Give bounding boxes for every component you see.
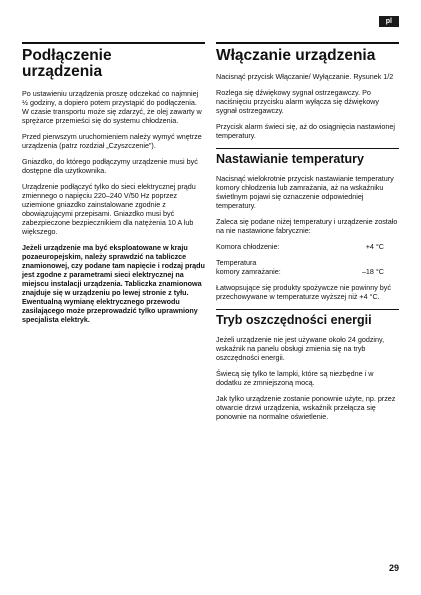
title-line-1: Podłączenie bbox=[22, 47, 112, 64]
section-title-temperature: Nastawianie temperatury bbox=[216, 152, 364, 167]
temp-label-line-2: komory zamrażanie: bbox=[216, 267, 281, 277]
temp-row-freezer bbox=[216, 258, 399, 276]
title-rule bbox=[22, 42, 205, 44]
paragraph: Jeżeli urządzenie nie jest używane około 24 godziny, wskaźnik na panelu obsługi zmienia się na tryb oszczędności energii. bbox=[216, 334, 385, 362]
paragraph: Nacisnąć wielokrotnie przycisk nastawianie temperatury komory chłodzenia lub zamrażania, aż na wskaźniku świetlnym pojawi się oznaczenie odpowiedniej temperatury. bbox=[216, 174, 394, 211]
section-title-switching-on: Włączanie urządzenia bbox=[216, 47, 376, 64]
temp-label: Komora chłodzenie: bbox=[216, 242, 280, 252]
temp-label bbox=[216, 258, 334, 276]
paragraph: Urządzenie podłączyć tylko do sieci elektrycznej prądu zmiennego o napięciu 220–240 V/50 Hz poprzez uziemione gniazdko zainstalowane zgodnie z obowiązującymi przepisami. Gniazdko musi być zabezpieczone bezpiecznikiem dla natężenia 10 A lub większego. bbox=[22, 181, 196, 236]
right-column bbox=[216, 42, 399, 428]
warning-paragraph: Jeżeli urządzenie ma być eksploatowane w kraju pozaeuropejskim, należy sprawdzić na tabliczce znamionowej, czy podane tam napięcie i rodzaj prądu jest zgodne z parametrami sieci elektrycznej na miejscu instalacji urządzenia. Tabliczka znamionowa znajduje się w urządzeniu po lewej stronie z tyłu. Ewentualną wymianę elektrycznego przewodu zasilającego może przeprowadzić tylko uprawniony specjalista elektryk. bbox=[22, 242, 205, 324]
paragraph: Świecą się tylko te lampki, które są niezbędne i w dodatku ze zmniejszoną mocą. bbox=[216, 368, 374, 387]
title-rule bbox=[216, 42, 399, 44]
language-badge: pl bbox=[379, 16, 399, 27]
section-title-energy-saving: Tryb oszczędności energii bbox=[216, 313, 372, 328]
temp-label-line-1: Temperatura bbox=[216, 258, 257, 268]
temp-value: +4 °C bbox=[365, 242, 384, 252]
section-rule bbox=[216, 309, 399, 310]
paragraph: Nacisnąć przycisk Włączanie/ Wyłączanie. Rysunek 1/2 bbox=[216, 72, 394, 82]
paragraph: Zaleca się podane niżej temperatury i urządzenie zostało na nie nastawione fabrycznie: bbox=[216, 217, 398, 236]
paragraph: Łatwopsujące się produkty spożywcze nie powinny być przechowywane w temperaturze wyższej niż +4 °C. bbox=[216, 283, 391, 302]
paragraph: Przycisk alarm świeci się, aż do osiągnięcia nastawionej temperatury. bbox=[216, 122, 395, 141]
paragraph: Rozlega się dźwiękowy sygnał ostrzegawczy. Po naciśnięciu przycisku alarm wyłącza się dźwiękowy sygnał ostrzegawczy. bbox=[216, 88, 379, 116]
section-rule bbox=[216, 148, 399, 149]
paragraph: Jak tylko urządzenie zostanie ponownie użyte, np. przez otwarcie drzwi urządzenia, wskaźnik przełącza się ponownie na normalne oświetlenie. bbox=[216, 393, 396, 421]
paragraph: Gniazdko, do którego podłączymy urządzenie musi być dostępne dla użytkownika. bbox=[22, 156, 198, 175]
page-number: 29 bbox=[388, 563, 399, 573]
title-line-2: urządzenia bbox=[22, 63, 103, 81]
left-column bbox=[22, 42, 205, 331]
paragraph: Przed pierwszym uruchomieniem należy wymyć wnętrze urządzenia (patrz rozdział „Czyszczenie”). bbox=[22, 131, 202, 150]
temp-row-fridge bbox=[216, 242, 399, 251]
temp-value: –18 °C bbox=[361, 267, 384, 277]
section-title-connection bbox=[22, 48, 205, 81]
paragraph: Po ustawieniu urządzenia proszę odczekać co najmniej ½ godziny, a dopiero potem przystąpić do podłączenia. W czasie transportu może się zdarzyć, że olej zawarty w sprężarce przemieści się do systemu chłodzenia. bbox=[22, 88, 202, 125]
